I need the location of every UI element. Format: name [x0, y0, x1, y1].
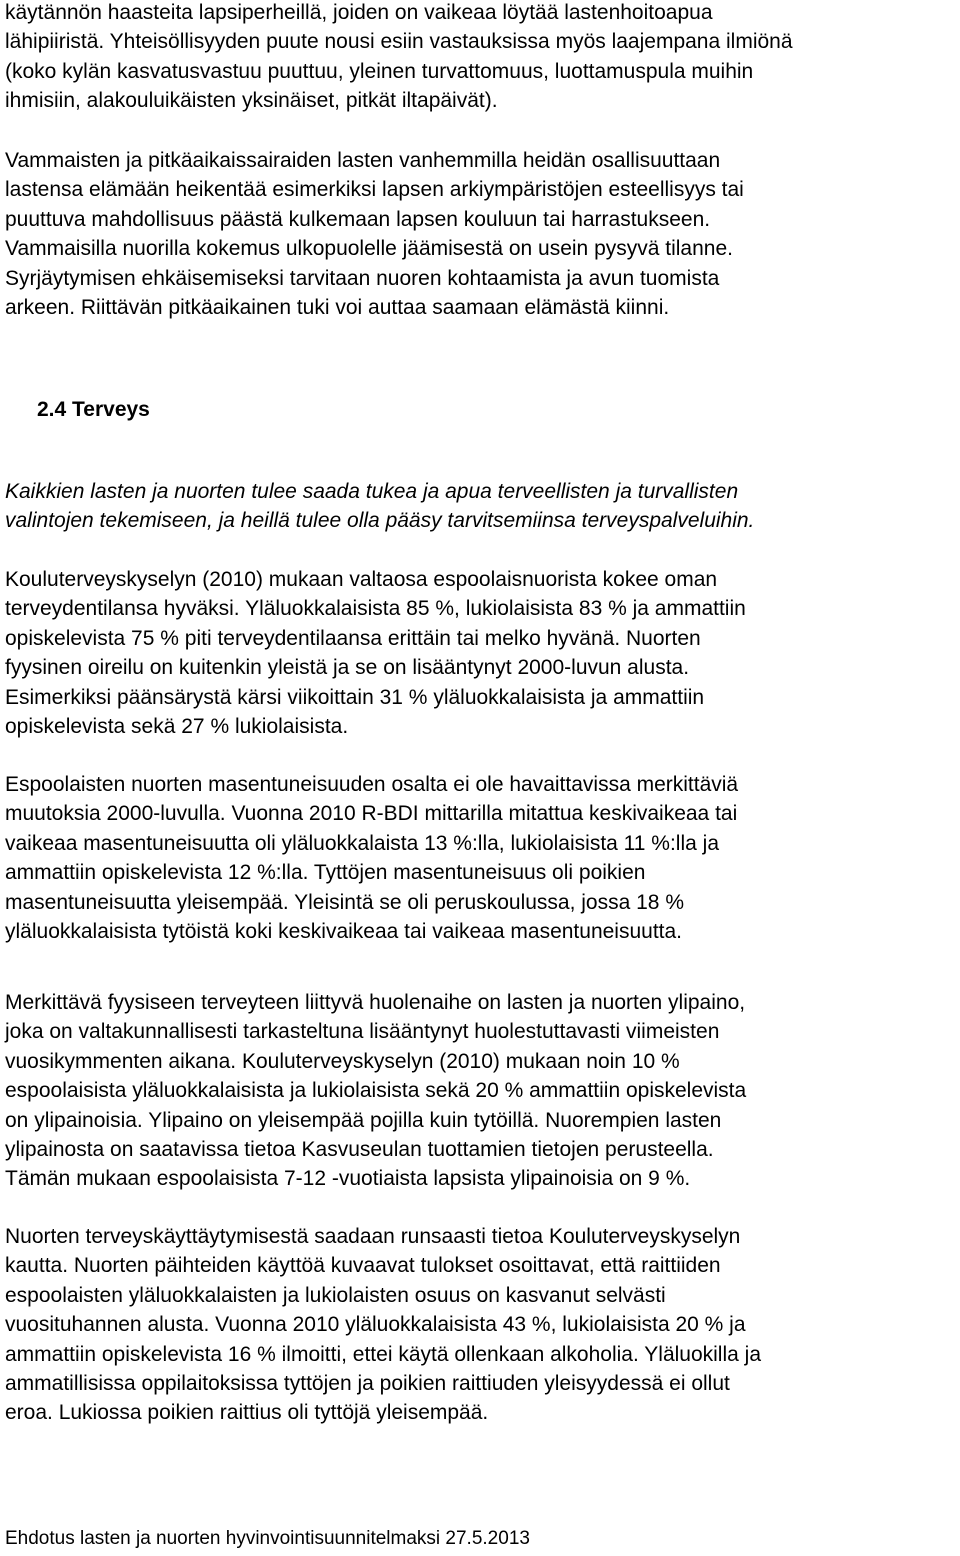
school-health-paragraph	[5, 565, 746, 741]
paragraph-line: Nuorten terveyskäyttäytymisestä saadaan runsaasti tietoa Kouluterveyskyselyn	[5, 1225, 741, 1248]
paragraph-line: Syrjäytymisen ehkäisemiseksi tarvitaan nuoren kohtaamista ja avun tuomista	[5, 266, 720, 290]
paragraph-line: Tämän mukaan espoolaisista 7-12 -vuotiaista lapsista ylipainoisia on 9 %.	[5, 1167, 691, 1191]
paragraph-line: valintojen tekemiseen, ja heillä tulee olla pääsy tarvitsemiinsa terveyspalveluihin.	[5, 509, 755, 533]
disabled-children-paragraph	[5, 146, 744, 322]
paragraph-line: Kouluterveyskyselyn (2010) mukaan valtaosa espoolaisnuorista kokee oman	[5, 568, 718, 591]
paragraph-line: joka on valtakunnallisesti tarkasteltuna lisääntynyt huolestuttavasti viimeisten	[5, 1020, 720, 1044]
paragraph-line: kautta. Nuorten päihteiden käyttöä kuvaavat tulokset osoittavat, että raittiiden	[5, 1254, 721, 1278]
paragraph-line: ammattiin opiskelevista 12 %:lla. Tyttöjen masentuneisuus oli poikien	[5, 861, 646, 885]
paragraph-line: espoolaisten yläluokkalaisten ja lukiolaisten osuus on kasvanut selvästi	[5, 1283, 666, 1307]
paragraph-line: eroa. Lukiossa poikien raittius oli tyttöjä yleisempää.	[5, 1401, 489, 1425]
section-heading: 2.4 Terveys	[37, 398, 150, 421]
paragraph-line: Merkittävä fyysiseen terveyteen liittyvä huolenaihe on lasten ja nuorten ylipaino,	[5, 991, 746, 1014]
paragraph-line: lähipiiristä. Yhteisöllisyyden puute nousi esiin vastauksissa myös laajempana ilmiönä	[5, 30, 793, 54]
lead-paragraph	[5, 477, 754, 536]
intro-paragraph	[5, 0, 793, 116]
paragraph-line: vuosikymmenten aikana. Kouluterveyskyselyn (2010) mukaan noin 10 %	[5, 1049, 680, 1073]
paragraph-line: yläluokkalaisista tytöistä koki keskivaikeaa tai vaikeaa masentuneisuutta.	[5, 920, 683, 944]
paragraph-line: fyysinen oireilu on kuitenkin yleistä ja se on lisääntynyt 2000-luvun alusta.	[5, 656, 690, 680]
paragraph-line: (koko kylän kasvatusvastuu puuttuu, yleinen turvattomuus, luottamuspula muihin	[5, 59, 754, 83]
paragraph-line: Vammaisten ja pitkäaikaissairaiden lasten vanhemmilla heidän osallisuuttaan	[5, 149, 721, 172]
paragraph-line: puuttuva mahdollisuus päästä kulkemaan lapsen kouluun tai harrastukseen.	[5, 207, 711, 231]
alcohol-paragraph	[5, 1222, 761, 1428]
paragraph-line: terveydentilansa hyväksi. Yläluokkalaisista 85 %, lukiolaisista 83 % ja ammattiin	[5, 597, 746, 621]
paragraph-line: opiskelevista sekä 27 % lukiolaisista.	[5, 715, 349, 739]
paragraph-line: opiskelevista 75 % piti terveydentilaansa erittäin tai melko hyvänä. Nuorten	[5, 626, 701, 650]
depression-paragraph	[5, 770, 738, 946]
paragraph-line: ihmisiin, alakouluikäisten yksinäiset, pitkät iltapäivät).	[5, 89, 498, 113]
paragraph-line: Esimerkiksi päänsärystä kärsi viikoittain 31 % yläluokkalaisista ja ammattiin	[5, 685, 705, 709]
paragraph-line: arkeen. Riittävän pitkäaikainen tuki voi auttaa saamaan elämästä kiinni.	[5, 296, 670, 320]
paragraph-line: vaikeaa masentuneisuutta oli yläluokkalaista 13 %:lla, lukiolaisista 11 %:lla ja	[5, 831, 719, 855]
paragraph-line: ylipainosta on saatavissa tietoa Kasvuseulan tuottamien tietojen perusteella.	[5, 1138, 714, 1162]
paragraph-line: ammattiin opiskelevista 16 % ilmoitti, ettei käytä ollenkaan alkoholia. Yläluokilla ja	[5, 1342, 761, 1366]
paragraph-line: Kaikkien lasten ja nuorten tulee saada tukea ja apua terveellisten ja turvallisten	[5, 480, 739, 503]
paragraph-line: on ylipainoisia. Ylipaino on yleisempää pojilla kuin tytöillä. Nuorempien lasten	[5, 1108, 722, 1132]
page-footer: Ehdotus lasten ja nuorten hyvinvointisuunnitelmaksi 27.5.2013	[5, 1528, 530, 1549]
paragraph-line: Espoolaisten nuorten masentuneisuuden osalta ei ole havaittavissa merkittäviä	[5, 773, 739, 796]
paragraph-line: käytännön haasteita lapsiperheillä, joiden on vaikeaa löytää lastenhoitoapua	[5, 1, 713, 24]
paragraph-line: vuosituhannen alusta. Vuonna 2010 yläluokkalaisista 43 %, lukiolaisista 20 % ja	[5, 1313, 746, 1337]
overweight-paragraph	[5, 988, 746, 1194]
paragraph-line: Vammaisilla nuorilla kokemus ulkopuolelle jäämisestä on usein pysyvä tilanne.	[5, 237, 733, 261]
paragraph-line: lastensa elämään heikentää esimerkiksi lapsen arkiympäristöjen esteellisyys tai	[5, 178, 744, 202]
paragraph-line: ammatillisissa oppilaitoksissa tyttöjen ja poikien raittiuden yleisyydessä ei ollut	[5, 1372, 730, 1396]
paragraph-line: espoolaisista yläluokkalaisista ja lukiolaisista sekä 20 % ammattiin opiskelevista	[5, 1079, 747, 1103]
paragraph-line: muutoksia 2000-luvulla. Vuonna 2010 R-BDI mittarilla mitattua keskivaikeaa tai	[5, 802, 738, 826]
paragraph-line: masentuneisuutta yleisempää. Yleisintä se oli peruskoulussa, jossa 18 %	[5, 890, 684, 914]
